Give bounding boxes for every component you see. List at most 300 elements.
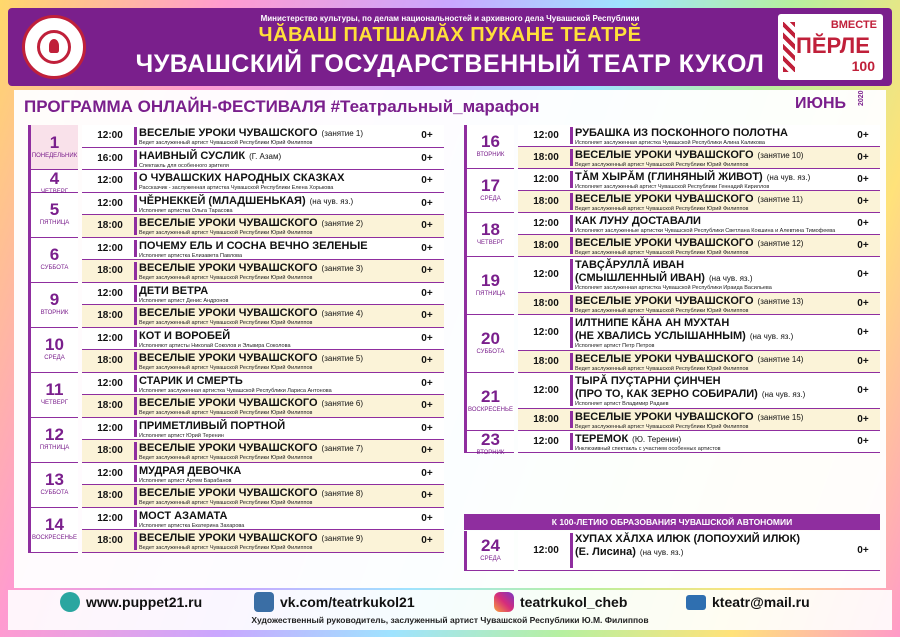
age-rating: 0+ (421, 152, 433, 164)
event-title-text: ВЕСЕЛЫЕ УРОКИ ЧУВАШСКОГО (139, 487, 318, 499)
age-rating: 0+ (857, 298, 869, 309)
event-title-text: ВЕСЕЛЫЕ УРОКИ ЧУВАШСКОГО (575, 237, 754, 249)
day-cell (464, 430, 514, 456)
event-performer: Ведет заслуженный артист Чувашской Республики Юрий Филиппов (575, 250, 749, 256)
event-title (575, 215, 701, 227)
day-number: 17 (481, 176, 500, 195)
event-row (518, 351, 880, 373)
day-number: 1 (49, 132, 60, 152)
event-title-text: ВЕСЕЛЫЕ УРОКИ ЧУВАШСКОГО (139, 442, 318, 454)
day-cell (28, 418, 78, 463)
event-title (575, 411, 803, 424)
divider (570, 259, 573, 290)
day-weekday: СУББОТА (476, 349, 505, 355)
event-title (575, 171, 810, 184)
divider (134, 397, 137, 415)
event-performer: Ведет заслуженный артист Чувашской Республики Юрий Филиппов (139, 500, 313, 506)
event-title-text: ВЕСЕЛЫЕ УРОКИ ЧУВАШСКОГО (139, 262, 318, 274)
ornament-icon (783, 22, 795, 72)
age-rating: 0+ (857, 356, 869, 367)
event-row (518, 147, 880, 169)
age-rating: 0+ (421, 422, 433, 434)
event-performer: Исполняет заслуженная артистка Чувашской Республики Лариса Антонова (139, 387, 332, 394)
event-time: 18:00 (533, 356, 559, 367)
event-time: 12:00 (97, 332, 123, 344)
event-performer: Ведет заслуженный артист Чувашской Республики Юрий Филиппов (575, 206, 749, 212)
special-schedule (464, 531, 880, 571)
age-rating: 0+ (857, 174, 869, 185)
event-title (575, 533, 800, 545)
event-title (139, 465, 241, 477)
event-time: 12:00 (97, 422, 123, 434)
event-title-text: ТАВÇĂРУЛЛĂ ИВАН (575, 259, 685, 271)
divider (134, 262, 137, 280)
event-note: (занятие 4) (321, 309, 363, 318)
age-rating: 0+ (421, 400, 433, 412)
event-note: (занятие 9) (321, 534, 363, 543)
divider (570, 127, 573, 144)
day-weekday: СРЕДА (480, 196, 501, 202)
day-number: 5 (49, 200, 60, 219)
day-weekday: ПОНЕДЕЛЬНИК (31, 152, 78, 159)
event-title (139, 375, 243, 387)
event-time: 12:00 (97, 130, 123, 142)
event-time: 18:00 (97, 490, 123, 502)
event-performer: Исполняет артист Денис Андронов (139, 297, 229, 304)
event-time: 18:00 (97, 310, 123, 322)
event-performer: Исполняет артист Владимир Радаев (575, 401, 669, 407)
event-title (139, 532, 363, 545)
special-banner: К 100-ЛЕТИЮ ОБРАЗОВАНИЯ ЧУВАШСКОЙ АВТОНОМИИ (464, 514, 880, 530)
divider (570, 295, 573, 312)
age-rating: 0+ (857, 269, 869, 280)
event-performer: Ведет заслуженный артист Чувашской Республики Юрий Филиппов (139, 455, 313, 461)
event-row (518, 213, 880, 235)
event-performer: Ведет заслуженный артист Чувашской Республики Юрий Филиппов (139, 230, 313, 236)
event-title-text: ВЕСЕЛЫЕ УРОКИ ЧУВАШСКОГО (139, 352, 318, 364)
vk-text: vk.com/teatrkukol21 (280, 594, 415, 610)
event-note: (занятие 10) (757, 151, 804, 160)
event-time: 12:00 (533, 130, 559, 141)
event-row (82, 350, 444, 373)
event-row (518, 315, 880, 351)
event-note: (занятие 1) (321, 129, 363, 138)
event-title (139, 352, 363, 365)
day-weekday: ВОСКРЕСЕНЬЕ (32, 535, 77, 541)
event-time: 18:00 (97, 265, 123, 277)
event-row (82, 530, 444, 553)
day-weekday: ВТОРНИК (476, 152, 505, 158)
event-title-line2 (575, 546, 683, 559)
event-note: (занятие 15) (757, 413, 804, 422)
event-performer: Исполняют артисты Николай Соколов и Эльвира Соколова (139, 342, 291, 349)
event-time: 18:00 (533, 298, 559, 309)
event-title-text: МОСТ АЗАМАТА (139, 509, 228, 522)
event-performer: Исполняет артистка Елизавета Павлова (139, 252, 243, 259)
event-title (139, 127, 363, 140)
event-time: 16:00 (97, 152, 123, 164)
event-performer: Исполняет заслуженная артистка Чувашской Республики Алина Каликова (575, 140, 765, 146)
day-cell (464, 373, 514, 431)
event-time: 12:00 (97, 287, 123, 299)
event-time: 18:00 (533, 240, 559, 251)
age-rating: 0+ (857, 414, 869, 425)
vk-icon (254, 592, 274, 612)
event-title-text: ЧĔРНЕККЕЙ (МЛАДШЕНЬКАЯ) (139, 194, 306, 207)
event-title2-text: (Е. Лисина) (575, 546, 636, 558)
day-number: 6 (49, 245, 60, 264)
day-number: 11 (45, 380, 64, 399)
event-time: 12:00 (533, 545, 559, 556)
event-time: 12:00 (97, 467, 123, 479)
day-cell (28, 463, 78, 508)
event-row (518, 191, 880, 213)
day-number: 9 (49, 290, 60, 309)
event-performer: Исполняет артист Петр Петров (575, 343, 655, 349)
day-weekday: ЧЕТВЕРГ (41, 400, 68, 406)
divider (570, 353, 573, 370)
program-title: ПРОГРАММА ОНЛАЙН-ФЕСТИВАЛЯ #Театральный_марафон (24, 97, 540, 116)
event-title2-text: (ПРО ТО, КАК ЗЕРНО СОБИРАЛИ) (575, 388, 758, 400)
divider (134, 465, 137, 483)
age-rating: 0+ (421, 512, 433, 524)
event-row (82, 463, 444, 486)
day-cell (464, 125, 514, 169)
instagram-icon (494, 592, 514, 612)
day-number: 21 (481, 387, 500, 406)
divider (570, 193, 573, 210)
footer (8, 590, 892, 630)
age-rating: 0+ (857, 327, 869, 338)
day-number: 12 (45, 425, 64, 444)
event-time: 12:00 (97, 512, 123, 524)
event-title-text: ВЕСЕЛЫЕ УРОКИ ЧУВАШСКОГО (575, 353, 754, 365)
day-weekday: СУББОТА (40, 490, 69, 496)
program-panel (14, 90, 886, 588)
day-number: 23 (481, 430, 500, 449)
event-title (139, 240, 368, 252)
event-row (82, 485, 444, 508)
event-row (82, 328, 444, 351)
event-note: (на чув. яз.) (766, 173, 811, 182)
event-time: 12:00 (533, 327, 559, 338)
event-title2-text: (НЕ ХВАЛИСЬ УСЛЫШАННЫМ) (575, 330, 746, 342)
event-time: 12:00 (97, 175, 123, 187)
event-performer: Инклюзивный спектакль с участием особенных артистов (575, 446, 721, 452)
age-rating: 0+ (857, 152, 869, 163)
event-row (518, 235, 880, 257)
schedule-left (28, 125, 444, 560)
event-time: 18:00 (97, 400, 123, 412)
event-row (518, 531, 880, 571)
event-performer: Исполняют заслуженные артистки Чувашской Республики Светлана Кокшина и Алевтина Тимофеева (575, 228, 836, 234)
day-weekday: ВТОРНИК (40, 310, 69, 316)
day-cell (464, 315, 514, 373)
divider (570, 375, 573, 406)
event-performer: Ведет заслуженный артист Чувашской Республики Юрий Филиппов (139, 545, 313, 551)
event-title-text: ВЕСЕЛЫЕ УРОКИ ЧУВАШСКОГО (139, 217, 318, 229)
divider (570, 433, 573, 450)
event-title-text: КОТ И ВОРОБЕЙ (139, 329, 231, 342)
event-row (82, 148, 444, 171)
event-note: (занятие 6) (321, 399, 363, 408)
event-note: (занятие 11) (757, 195, 803, 204)
event-row (82, 215, 444, 238)
logo-100: 100 (851, 58, 875, 74)
divider (570, 317, 573, 348)
event-title-text: ВЕСЕЛЫЕ УРОКИ ЧУВАШСКОГО (575, 149, 754, 161)
day-weekday: ЧЕТВЕРГ (477, 240, 504, 246)
age-rating: 0+ (421, 175, 433, 187)
divider (134, 195, 137, 213)
age-rating: 0+ (857, 130, 869, 141)
event-performer: Исполняет заслуженная артистка Чувашской Республики Ираида Васильева (575, 285, 772, 291)
event-row (82, 283, 444, 306)
event-title-text: ВЕСЕЛЫЕ УРОКИ ЧУВАШСКОГО (575, 295, 754, 307)
event-row (518, 293, 880, 315)
day-weekday: ПЯТНИЦА (39, 445, 70, 451)
event-time: 12:00 (533, 218, 559, 229)
divider (134, 352, 137, 370)
age-rating: 0+ (857, 240, 869, 251)
divider (570, 237, 573, 254)
event-title-text: О ЧУВАШСКИХ НАРОДНЫХ СКАЗКАХ (139, 172, 345, 184)
instagram-text: teatrkukol_cheb (520, 594, 628, 610)
event-performer: Исполняет артист Юрий Теренин (139, 432, 224, 439)
event-row (518, 431, 880, 453)
event-performer: Исполняет заслуженный артист Чувашской Республики Геннадий Кириллов (575, 184, 770, 190)
event-time: 18:00 (533, 414, 559, 425)
event-row (82, 508, 444, 531)
divider (134, 172, 137, 190)
event-row (82, 373, 444, 396)
day-cell (464, 531, 514, 571)
event-title-text: ВЕСЕЛЫЕ УРОКИ ЧУВАШСКОГО (139, 307, 318, 319)
divider (134, 217, 137, 235)
age-rating: 0+ (421, 377, 433, 389)
event-title-text: ПРИМЕТЛИВЫЙ ПОРТНОЙ (139, 419, 286, 432)
logo-vmeste: ВМЕСТЕ (830, 19, 877, 31)
event-title-text: ВЕСЕЛЫЕ УРОКИ ЧУВАШСКОГО (139, 532, 318, 544)
event-title (575, 237, 803, 250)
event-title (575, 193, 803, 206)
event-note: (занятие 2) (321, 219, 363, 228)
event-row (82, 125, 444, 148)
event-note: (на чув. яз.) (708, 274, 753, 283)
ministry-line: Министерство культуры, по делам национальностей и архивного дела Чувашской Республики (260, 14, 640, 23)
day-number: 24 (481, 536, 500, 555)
event-row (82, 238, 444, 261)
event-title (139, 217, 363, 230)
event-title-text: МУДРАЯ ДЕВОЧКА (139, 464, 242, 477)
day-cell (464, 169, 514, 213)
age-rating: 0+ (421, 310, 433, 322)
event-row (82, 418, 444, 441)
title-russian: ЧУВАШСКИЙ ГОСУДАРСТВЕННЫЙ ТЕАТР КУКОЛ (135, 50, 765, 78)
event-row (82, 440, 444, 463)
event-title-text: ИЛТНИПЕ КĂНА АН МУХТАН (575, 317, 730, 329)
divider (570, 533, 573, 568)
event-title-text: РУБАШКА ИЗ ПОСКОННОГО ПОЛОТНА (575, 127, 788, 139)
age-rating: 0+ (421, 220, 433, 232)
day-number: 10 (45, 335, 64, 354)
event-time: 18:00 (97, 535, 123, 547)
age-rating: 0+ (421, 332, 433, 344)
divider (134, 150, 137, 168)
event-performer: Ведет заслуженный артист Чувашской Республики Юрий Филиппов (139, 320, 313, 326)
title-chuvash: ЧĂВАШ ПАТШАЛĂХ ПУКАНЕ ТЕАТРĔ (258, 24, 642, 46)
event-title (139, 172, 344, 184)
age-rating: 0+ (421, 467, 433, 479)
day-cell (28, 170, 78, 193)
event-note: (на чув. яз.) (309, 196, 354, 206)
age-rating: 0+ (421, 535, 433, 547)
event-note: (занятие 8) (321, 489, 363, 498)
divider (134, 532, 137, 550)
header (8, 8, 892, 86)
event-time: 12:00 (97, 377, 123, 389)
age-rating: 0+ (857, 196, 869, 207)
day-number: 20 (481, 329, 500, 348)
event-row (518, 409, 880, 431)
day-cell (28, 328, 78, 373)
event-row (82, 170, 444, 193)
event-title2-text: (СМЫШЛЕННЫЙ ИВАН) (575, 272, 705, 284)
event-time: 12:00 (533, 436, 559, 447)
event-row (82, 193, 444, 216)
credits: Художественный руководитель, заслуженный артист Чувашской Республики Ю.М. Филиппов (251, 615, 649, 625)
day-cell (28, 125, 78, 170)
event-performer: Ведет заслуженный артист Чувашской Республики Юрий Филиппов (575, 162, 749, 168)
divider (134, 330, 137, 348)
day-weekday: СУББОТА (40, 265, 69, 271)
age-rating: 0+ (857, 545, 869, 556)
event-title-text: СТАРИК И СМЕРТЬ (139, 374, 243, 387)
event-time: 12:00 (533, 269, 559, 280)
event-title (139, 420, 285, 432)
program-month: ИЮНЬ (795, 95, 847, 112)
event-time: 12:00 (97, 242, 123, 254)
event-time: 18:00 (97, 445, 123, 457)
schedule-right (464, 125, 880, 485)
event-performer: Ведет заслуженный артист Чувашской Республики Юрий Филиппов (575, 366, 749, 372)
day-weekday: ВТОРНИК (476, 450, 505, 456)
anniversary-logo (778, 14, 883, 80)
event-note: (на чув. яз.) (761, 390, 806, 399)
day-number: 13 (45, 470, 64, 489)
event-title-text: ВЕСЕЛЫЕ УРОКИ ЧУВАШСКОГО (139, 127, 318, 139)
event-time: 18:00 (533, 152, 559, 163)
event-title-line2 (575, 388, 805, 401)
event-row (518, 125, 880, 147)
day-weekday: ПЯТНИЦА (39, 220, 70, 226)
event-title-text: ТĂМ ХЫРĂМ (ГЛИНЯНЫЙ ЖИВОТ) (575, 171, 763, 183)
event-performer: Ведет заслуженный артист Чувашской Республики Юрий Филиппов (575, 308, 749, 314)
day-weekday: СРЕДА (44, 355, 65, 361)
event-title (575, 433, 681, 446)
event-row (518, 373, 880, 409)
event-title-text: ВЕСЕЛЫЕ УРОКИ ЧУВАШСКОГО (575, 193, 754, 205)
event-note: (занятие 3) (321, 264, 363, 273)
event-title-text: ВЕСЕЛЫЕ УРОКИ ЧУВАШСКОГО (139, 397, 318, 409)
event-title (575, 259, 684, 271)
divider (134, 375, 137, 393)
event-performer: Ведет заслуженный артист Чувашской Республики Юрий Филиппов (575, 424, 749, 430)
event-row (518, 257, 880, 293)
event-title (139, 285, 208, 297)
day-cell (28, 238, 78, 283)
divider (570, 171, 573, 188)
day-cell (28, 508, 78, 553)
event-performer: Ведет заслуженный артист Чувашской Республики Юрий Филиппов (139, 365, 313, 371)
day-number: 18 (481, 220, 500, 239)
event-title-line2 (575, 330, 793, 343)
event-time: 18:00 (533, 196, 559, 207)
day-number: 14 (45, 515, 64, 534)
event-title-text: ТЫРĂ ПУÇТАРНИ ÇИНЧЕН (575, 375, 721, 387)
event-title (139, 397, 363, 410)
event-title-text: ХУПАХ ХĂЛХА ИЛЮК (ЛОПОУХИЙ ИЛЮК) (575, 533, 801, 545)
event-title (575, 317, 729, 329)
day-cell (28, 373, 78, 418)
divider (570, 149, 573, 166)
globe-icon (60, 592, 80, 612)
age-rating: 0+ (421, 130, 433, 142)
divider (570, 411, 573, 428)
event-title-text: ПОЧЕМУ ЕЛЬ И СОСНА ВЕЧНО ЗЕЛЕНЫЕ (139, 239, 368, 252)
event-note: (занятие 7) (321, 444, 363, 453)
event-title-text: ВЕСЕЛЫЕ УРОКИ ЧУВАШСКОГО (575, 411, 754, 423)
event-title-line2 (575, 272, 753, 285)
event-row (82, 395, 444, 418)
event-performer: Рассказчик - заслуженная артистка Чувашской Республики Елена Хорькова (139, 185, 334, 191)
event-note: (занятие 5) (321, 354, 363, 363)
event-title (575, 127, 788, 139)
age-rating: 0+ (421, 197, 433, 209)
event-performer: Ведет заслуженный артист Чувашской Республики Юрий Филиппов (139, 140, 313, 146)
event-time: 18:00 (97, 220, 123, 232)
event-time: 12:00 (533, 174, 559, 185)
event-performer: Исполняет артистка Екатерина Захарова (139, 522, 245, 529)
event-title (139, 307, 363, 320)
event-row (518, 169, 880, 191)
divider (134, 307, 137, 325)
mail-icon (686, 595, 706, 610)
event-performer: Спектакль для особенного зрителя (139, 162, 229, 169)
divider (134, 127, 137, 145)
age-rating: 0+ (421, 490, 433, 502)
email-text: kteatr@mail.ru (712, 594, 810, 610)
day-cell (464, 257, 514, 315)
event-note: (на чув. яз.) (639, 548, 684, 557)
event-performer: Ведет заслуженный артист Чувашской Республики Юрий Филиппов (139, 410, 313, 416)
event-note: (на чув. яз.) (749, 332, 794, 341)
divider (134, 240, 137, 258)
day-weekday: СРЕДА (480, 556, 501, 562)
event-performer: Исполняет артист Артем Барабанов (139, 477, 232, 484)
event-row (82, 260, 444, 283)
logo-perle: ПĔРЛЕ (796, 33, 870, 58)
event-title (139, 487, 363, 500)
event-performer: Ведет заслуженный артист Чувашской Республики Юрий Филиппов (139, 275, 313, 281)
divider (134, 285, 137, 303)
event-note: (занятие 12) (757, 239, 804, 248)
day-weekday: ПЯТНИЦА (475, 291, 506, 297)
event-title (139, 330, 230, 342)
event-performer: Исполняет артистка Ольга Тарасова (139, 207, 233, 214)
day-number: 19 (481, 271, 500, 290)
website-text: www.puppet21.ru (86, 594, 203, 610)
